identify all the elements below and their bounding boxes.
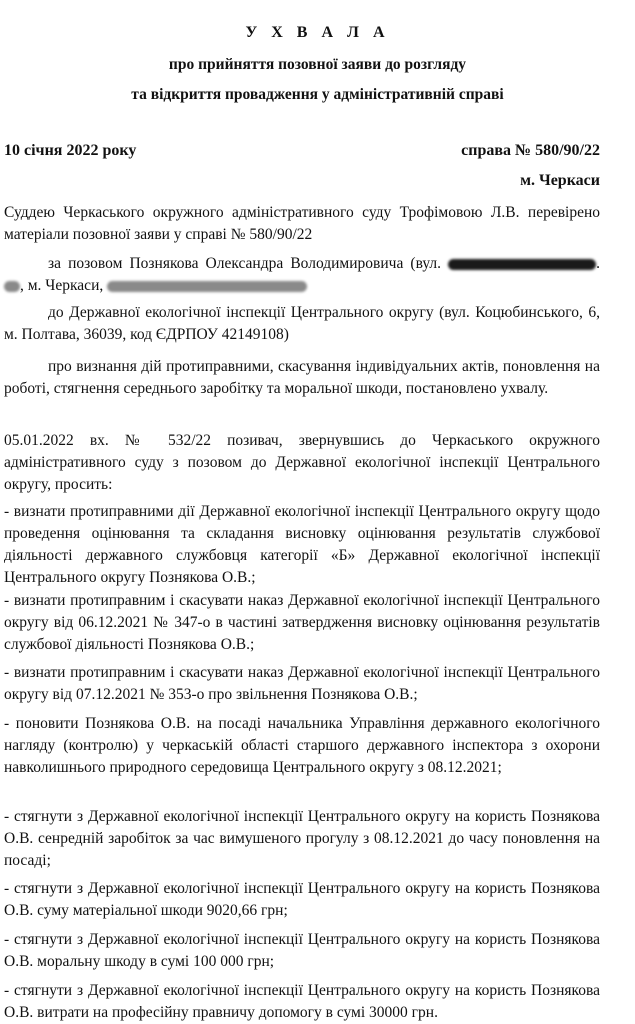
claim-paragraph: 05.01.2022 вх. № 532/22 позивач, звернувшись до Черкаського окружного адміністративного суду з позовом до Державної екологічної інспекції Центрального округу, просить: [4, 432, 600, 493]
intro-paragraph: Суддею Черкаського окружного адміністративного суду Трофімовою Л.В. перевірено матеріали позовної заяви у справі № 580/90/22 [4, 204, 600, 243]
subject-paragraph: про визнання дій протиправними, скасування індивідуальних актів, поновлення на роботі, стягнення середнього заробітку та моральної шкоди, постановлено ухвалу. [4, 358, 600, 397]
defendant-paragraph: до Державної екологічної інспекції Центрального округу (вул. Коцюбинського, 6, м. Полтава, 36039, код ЄДРПОУ 42149108) [4, 304, 600, 343]
redacted-house [4, 281, 20, 292]
plaintiff-text-city: , м. Черкаси, [20, 277, 104, 294]
city: м. Черкаси [520, 172, 600, 189]
date-case-line [4, 142, 600, 160]
plaintiff-paragraph [4, 253, 600, 297]
document-subtitle-line-2: та відкриття провадження у адміністративній справі [131, 86, 504, 103]
claim-item: - стягнути з Державної екологічної інспекції Центрального округу на користь Познякова О.В. моральну шкоду в сумі 100 000 грн; [4, 931, 600, 970]
plaintiff-text-start: за позовом Познякова Олександра Володимировича (вул. [48, 255, 442, 272]
case-number: справа № 580/90/22 [461, 142, 600, 159]
claim-item: - поновити Познякова О.В. на посаді начальника Управління державного екологічного нагляду (контролю) у черкаській області старшого державного інспектора з охорони навколишнього природного середовища Центрального округу з 08.12.2021; [4, 715, 600, 776]
claim-item: - визнати протиправним і скасувати наказ Державної екологічної інспекції Центрального округу від 06.12.2021 № 347-о в частині затвердження висновку оцінювання результатів службової діяльності Познякова О.В.; [4, 592, 600, 653]
claim-item: - стягнути з Державної екологічної інспекції Центрального округу на користь Познякова О.В. сенредній заробіток за час вимушеного прогулу з 08.12.2021 до часу поновлення на посаді; [4, 808, 600, 869]
document-title: У Х В А Л А [245, 24, 390, 41]
redacted-address [448, 259, 596, 270]
claim-item: - стягнути з Державної екологічної інспекції Центрального округу на користь Познякова О.В. витрати на професійну правничу допомогу в сумі 30000 грн. [4, 982, 600, 1021]
document-subtitle-line-1: про прийняття позовної заяви до розгляду [168, 56, 467, 73]
plaintiff-text-mid: . [596, 255, 601, 272]
redacted-code [107, 281, 307, 292]
claim-item: - визнати протиправним і скасувати наказ Державної екологічної інспекції Центрального округу від 07.12.2021 № 353-о про звільнення Познякова О.В.; [4, 664, 600, 703]
claim-item: - стягнути з Державної екологічної інспекції Центрального округу на користь Познякова О.В. суму матеріальної шкоди 9020,66 грн; [4, 880, 600, 919]
claim-item: - визнати протиправними дії Державної екологічної інспекції Центрального округу щодо проведення оцінювання та складання висновку оцінювання результатів службової діяльності державного службовця категорії «Б» Державної екологічної інспекції Центрального округу Познякова О.В.; [4, 503, 600, 586]
document-date: 10 січня 2022 року [4, 142, 137, 159]
